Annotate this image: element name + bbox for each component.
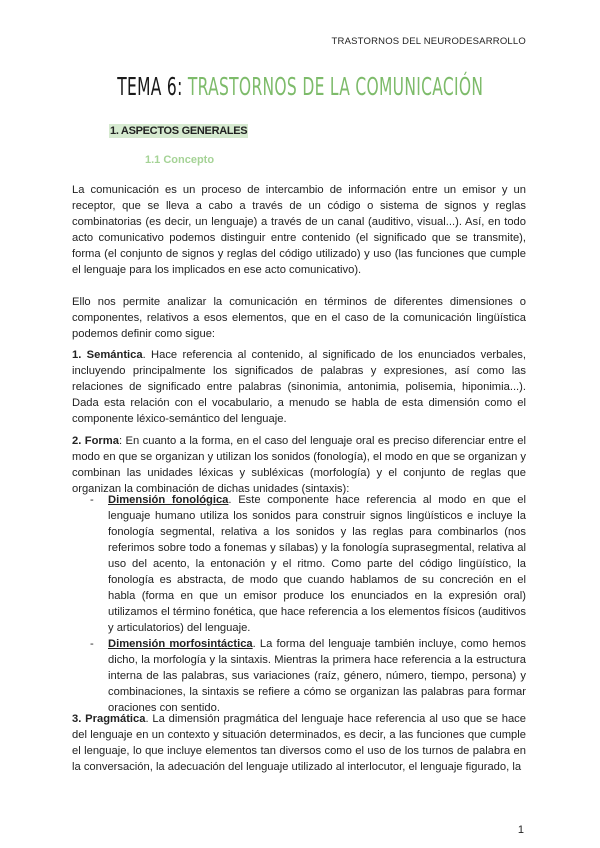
paragraph-pragmatica: [72, 711, 526, 775]
pragmatica-text: . La dimensión pragmática del lenguaje hace referencia al uso que se hace del lenguaje en un contexto y situación determinados, es decir, a las funciones que cumple el lenguaje, lo que incluye elementos tan diversos como el uso de los turnos de palabra en la conversación, la adecuación del lenguaje utilizado al interlocutor, el lenguaje figurado, la: [72, 713, 526, 773]
list-term: Dimensión fonológica: [108, 494, 229, 506]
dash-bullet: -: [90, 494, 94, 506]
page-title: [0, 72, 600, 101]
paragraph-forma: [72, 433, 526, 497]
subsection-heading: 1.1 Concepto: [145, 154, 215, 166]
list-term: Dimensión morfosintáctica: [108, 638, 253, 650]
list-item: [72, 636, 526, 716]
running-header: TRASTORNOS DEL NEURODESARROLLO: [331, 36, 526, 47]
section-heading: 1. ASPECTOS GENERALES: [110, 125, 248, 137]
list-text: . La forma del lenguaje también incluye, como hemos dicho, la morfología y la sintaxis. Mientras la primera hace referencia a la estructura interna de las palabras, sus variaciones (raíz, género, número, tiempo, persona) y combinaciones, la sintaxis se refiere a cómo se organizan las palabras para formar oraciones con sentido.: [108, 638, 526, 714]
title-main: TRASTORNOS DE LA COMUNICACIÓN: [187, 72, 484, 101]
dash-bullet: -: [90, 638, 94, 650]
title-prefix: TEMA 6:: [116, 72, 183, 101]
forma-dimensions-list: [72, 492, 526, 716]
list-text: . Este componente hace referencia al modo en que el lenguaje humano utiliza los sonidos para construir signos lingüísticos e incluye la fonología segmental, relativa a los sonidos y las reglas para combinarlos (nos referimos sobre todo a fonemas y sílabas) y la fonología suprasegmental, relativa al uso del acento, la entonación y el ritmo. Como parte del código lingüístico, la fonología es abstracta, de modo que cuando hablamos de su concreción en el habla (forma en que un emisor produce los enunciados en la expresión oral) utilizamos el término fonética, que hace referencia a los elementos físicos (auditivos y articulatorios) del lenguaje.: [108, 494, 527, 634]
paragraph-semantica: [72, 347, 526, 427]
page-number: 1: [517, 824, 524, 836]
forma-text: : En cuanto a la forma, en el caso del lenguaje oral es preciso diferenciar entre el modo en que se organizan y utilizan los sonidos (fonología), el modo en que se organizan y combinan las unidades léxicas y subléxicas (morfología) y el conjunto de reglas que organizan la combinación de dichas unidades (sintaxis):: [72, 435, 527, 495]
forma-lead: 2. Forma: [72, 435, 119, 447]
pragmatica-lead: 3. Pragmática: [72, 713, 146, 725]
list-item: [72, 492, 526, 636]
paragraph-dimensions: Ello nos permite analizar la comunicación en términos de diferentes dimensiones o componentes, relativos a esos elementos, que en el caso de la comunicación lingüística podemos definir como sigue:: [72, 296, 526, 340]
semantica-lead: 1. Semántica: [72, 349, 143, 361]
paragraph-intro: La comunicación es un proceso de intercambio de información entre un emisor y un receptor, que se lleva a cabo a través de un código o sistema de signos y reglas combinatorias (es decir, un lenguaje) a través de un canal (auditivo, visual...). Así, en todo acto comunicativo podemos distinguir entre contenido (el significado que se transmite), forma (el conjunto de signos y reglas del código utilizado) y uso (las funciones que cumple el lenguaje para los implicados en ese acto comunicativo).: [72, 184, 526, 276]
semantica-text: . Hace referencia al contenido, al significado de los enunciados verbales, incluyendo principalmente los significados de palabras y expresiones, así como las relaciones de significado entre palabras (sinonimia, antonimia, polisemia, hiponimia...). Dada esta relación con el vocabulario, a menudo se habla de esta dimensión como el componente léxico-semántico del lenguaje.: [72, 349, 526, 425]
